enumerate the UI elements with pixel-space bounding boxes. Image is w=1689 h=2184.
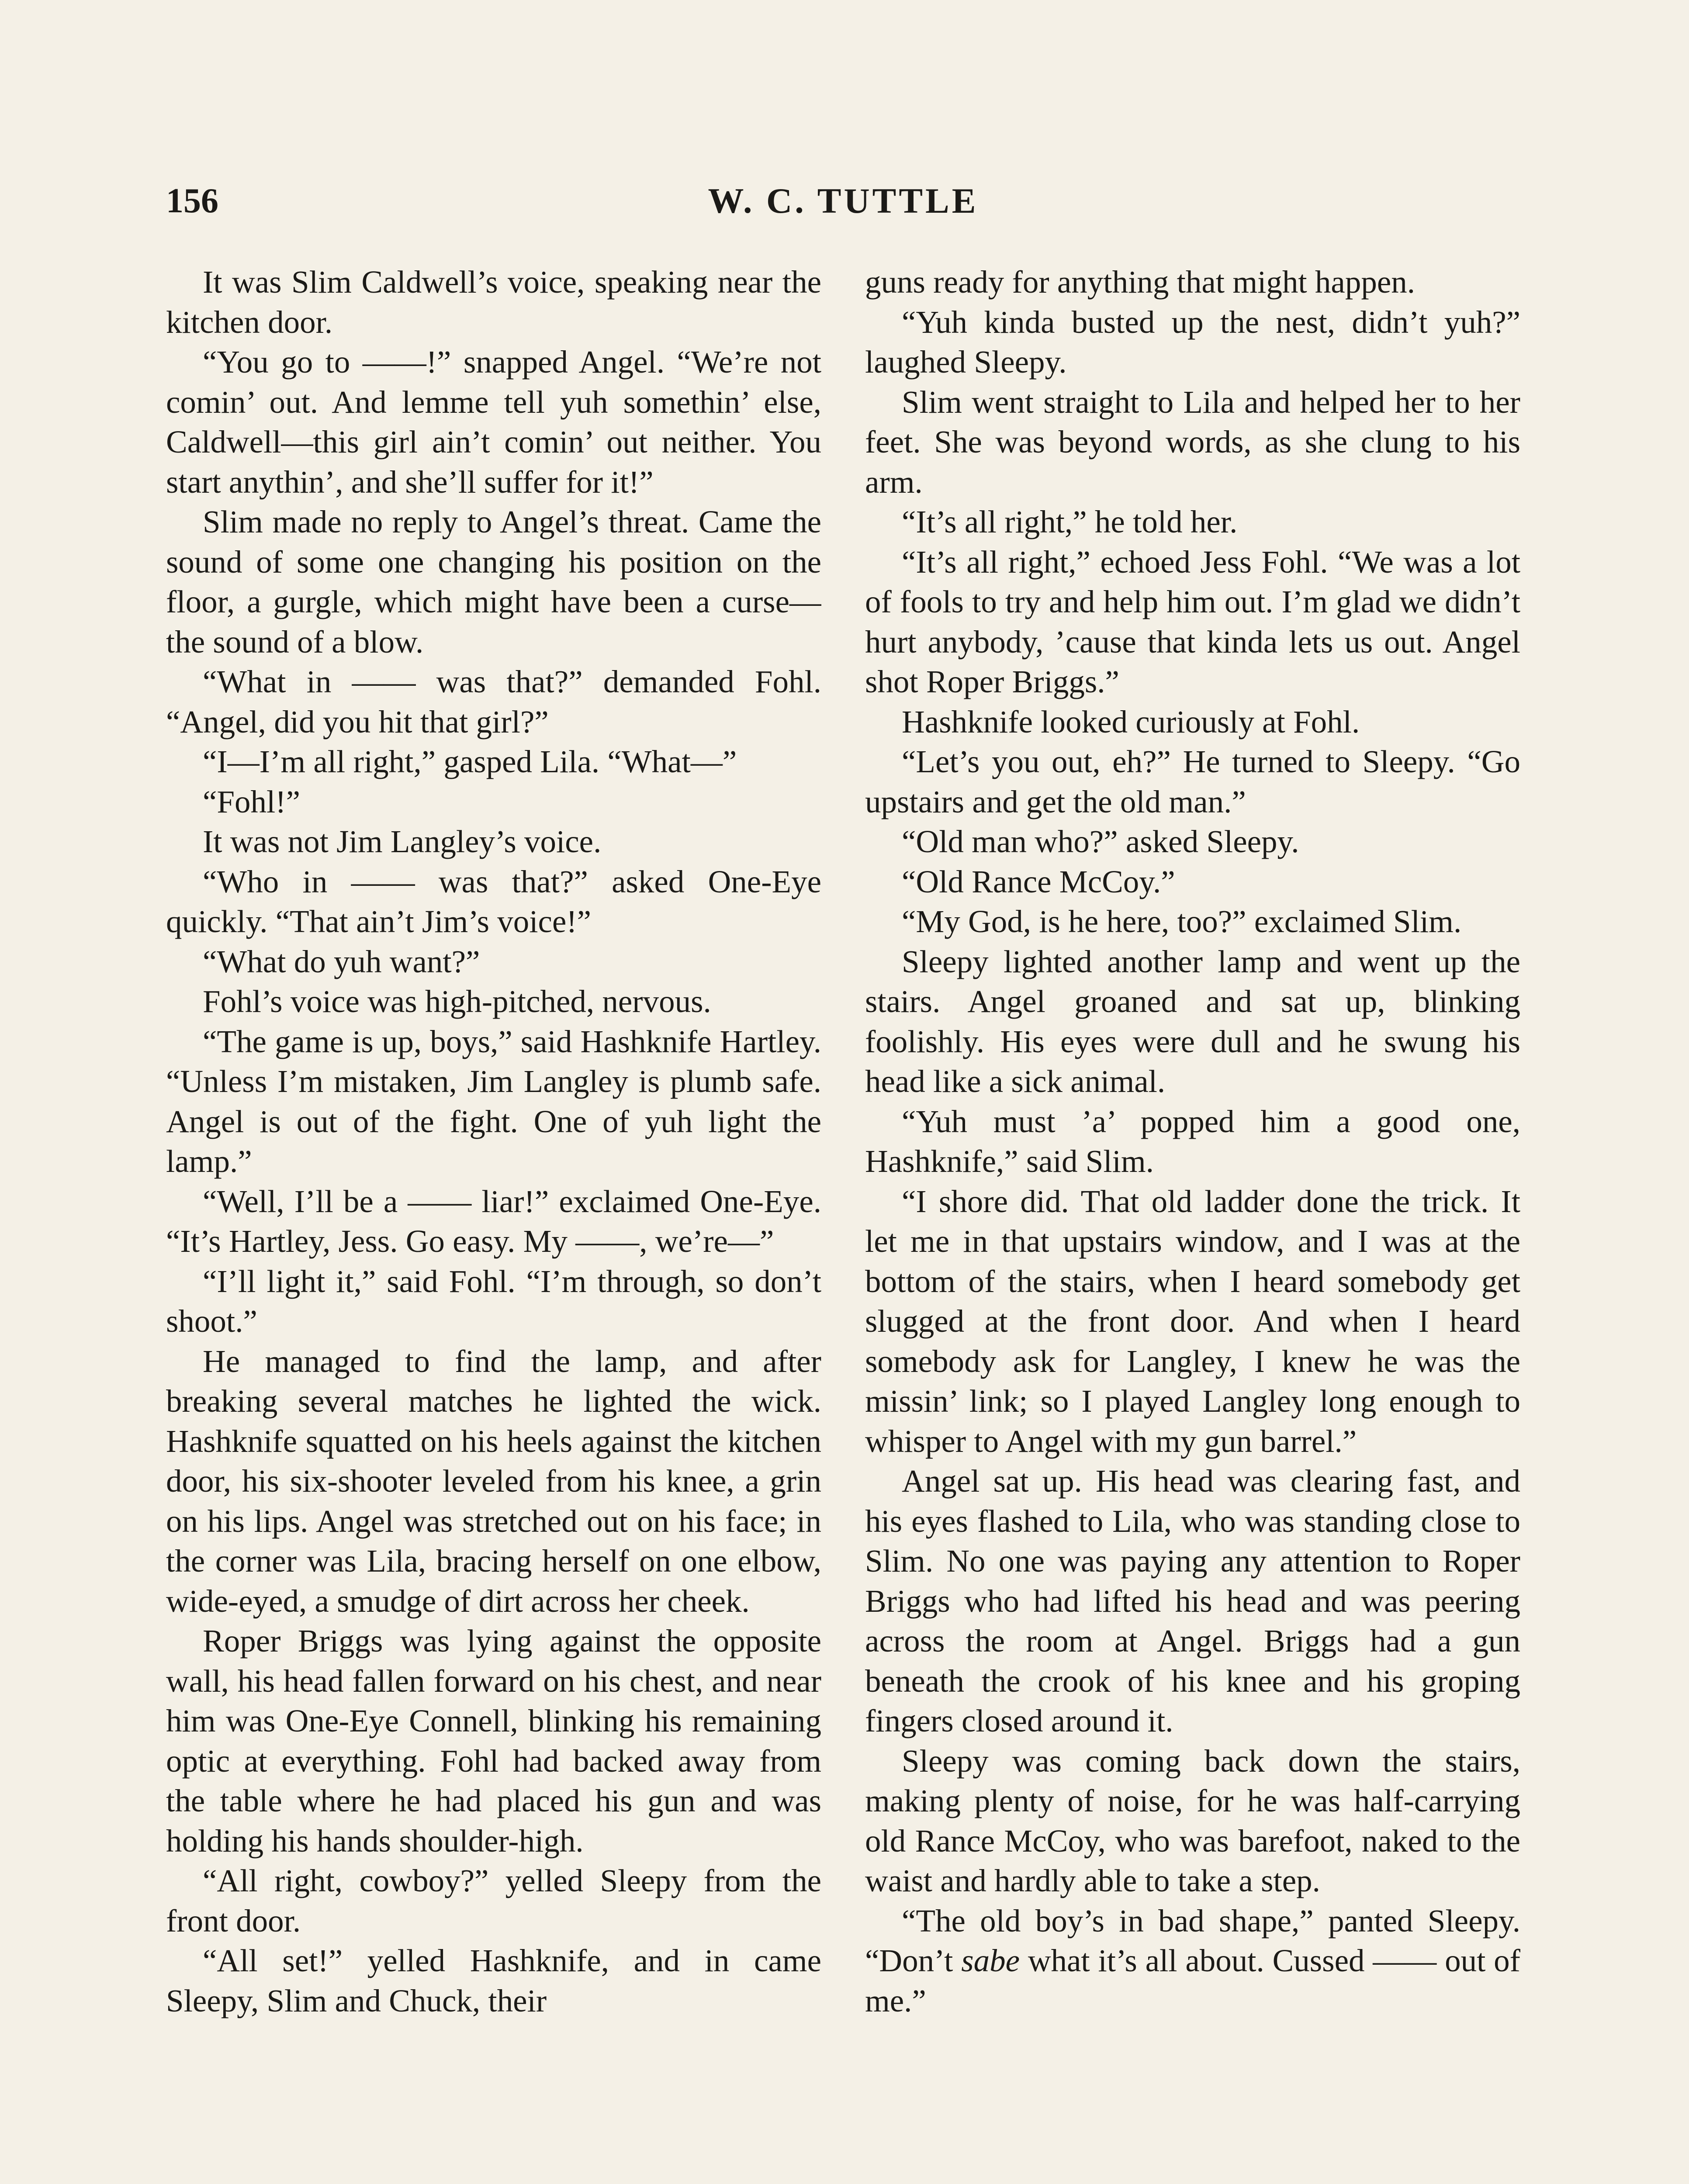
- paragraph-last: [865, 1901, 1520, 2021]
- paragraph: Sleepy was coming back down the stairs, making plenty of noise, for he was half-carrying old Rance McCoy, who was barefoot, naked to the waist and hardly able to take a step.: [865, 1743, 1520, 1898]
- paragraph: “Let’s you out, eh?” He turned to Sleepy. “Go upstairs and get the old man.”: [865, 744, 1520, 819]
- paragraph: “The game is up, boys,” said Hashknife Hartley. “Unless I’m mistaken, Jim Langley is plumb safe. Angel is out of the fight. One of yuh light the lamp.”: [166, 1023, 821, 1179]
- paragraph: It was not Jim Langley’s voice.: [203, 824, 602, 859]
- paragraph: He managed to find the lamp, and after breaking several matches he lighted the wick. Hashknife squatted on his heels against the kitchen door, his six-shooter leveled from his knee, a grin on his lips. Angel was stretched out on his face; in the corner was Lila, bracing herself on one elbow, wide-eyed, a smudge of dirt across her cheek.: [166, 1343, 821, 1619]
- paragraph: “My God, is he here, too?” exclaimed Slim.: [902, 904, 1462, 939]
- paragraph: “All set!” yelled Hashknife, and in came Sleepy, Slim and Chuck, their: [166, 1943, 821, 2018]
- paragraph: “Old man who?” asked Sleepy.: [902, 824, 1299, 859]
- paragraph: Slim went straight to Lila and helped her to her feet. She was beyond words, as she clung to his arm.: [865, 384, 1520, 500]
- paragraph: “What do yuh want?”: [203, 943, 480, 979]
- paragraph-continued: guns ready for anything that might happen.: [865, 264, 1415, 300]
- paragraph: Angel sat up. His head was clearing fast, and his eyes flashed to Lila, who was standing close to Slim. No one was paying any attention to Roper Briggs who had lifted his head and was peering across the room at Angel. Briggs had a gun beneath the crook of his knee and his groping fingers closed around it.: [865, 1463, 1520, 1738]
- paragraph: “Fohl!”: [203, 784, 300, 819]
- paragraph: “It’s all right,” echoed Jess Fohl. “We was a lot of fools to try and help him out. I’m glad we didn’t hurt anybody, ’cause that kinda lets us out. Angel shot Roper Briggs.”: [865, 544, 1520, 699]
- text-run: “The old boy’s in bad shape,” panted Sleepy. “Don’t: [865, 1903, 1520, 1978]
- paragraph: “Who in —— was that?” asked One-Eye quickly. “That ain’t Jim’s voice!”: [166, 864, 821, 939]
- paragraph: “Yuh kinda busted up the nest, didn’t yuh?” laughed Sleepy.: [865, 304, 1520, 380]
- italic-word: sabe: [961, 1943, 1020, 1978]
- paragraph: “I’ll light it,” said Fohl. “I’m through, so don’t shoot.”: [166, 1263, 821, 1339]
- paragraph: “What in —— was that?” demanded Fohl. “Angel, did you hit that girl?”: [166, 664, 821, 740]
- paragraph: Slim made no reply to Angel’s threat. Came the sound of some one changing his position on the floor, a gurgle, which might have been a curse—the sound of a blow.: [166, 504, 821, 660]
- paragraph: Sleepy lighted another lamp and went up the stairs. Angel groaned and sat up, blinking foolishly. His eyes were dull and he swung his head like a sick animal.: [865, 943, 1520, 1099]
- paragraph: It was Slim Caldwell’s voice, speaking near the kitchen door.: [166, 264, 821, 340]
- page-header: [166, 175, 1520, 227]
- paragraph: “I shore did. That old ladder done the trick. It let me in that upstairs window, and I was at the bottom of the stairs, when I heard somebody get slugged at the front door. And when I heard somebody ask for Langley, I knew he was the missin’ link; so I played Langley long enough to whisper to Angel with my gun barrel.”: [865, 1183, 1520, 1459]
- left-column: [166, 262, 821, 2184]
- paragraph: “You go to ——!” snapped Angel. “We’re not comin’ out. And lemme tell yuh somethin’ else, Caldwell—this girl ain’t comin’ out neither. You start anythin’, and she’ll suffer for it!”: [166, 344, 821, 500]
- text-run: what it’s all about. Cussed —— out of me.”: [865, 1943, 1520, 2018]
- paragraph: “All right, cowboy?” yelled Sleepy from the front door.: [166, 1863, 821, 1939]
- paragraph: “Old Rance McCoy.”: [902, 864, 1175, 899]
- paragraph: Roper Briggs was lying against the opposite wall, his head fallen forward on his chest, and near him was One-Eye Connell, blinking his remaining optic at everything. Fohl had backed away from the table where he had placed his gun and was holding his hands shoulder-high.: [166, 1623, 821, 1859]
- paragraph: “Well, I’ll be a —— liar!” exclaimed One-Eye. “It’s Hartley, Jess. Go easy. My ——, we’re—”: [166, 1183, 821, 1259]
- page-number: 156: [166, 182, 218, 220]
- text-columns: [166, 262, 1520, 2184]
- paragraph: “It’s all right,” he told her.: [902, 504, 1238, 539]
- paragraph: Fohl’s voice was high-pitched, nervous.: [203, 984, 711, 1019]
- running-head-author: W. C. TUTTLE: [708, 181, 979, 221]
- right-column: [865, 262, 1520, 2184]
- paragraph: Hashknife looked curiously at Fohl.: [902, 704, 1360, 740]
- paragraph: “I—I’m all right,” gasped Lila. “What—”: [203, 744, 737, 779]
- paragraph: “Yuh must ’a’ popped him a good one, Hashknife,” said Slim.: [865, 1103, 1520, 1179]
